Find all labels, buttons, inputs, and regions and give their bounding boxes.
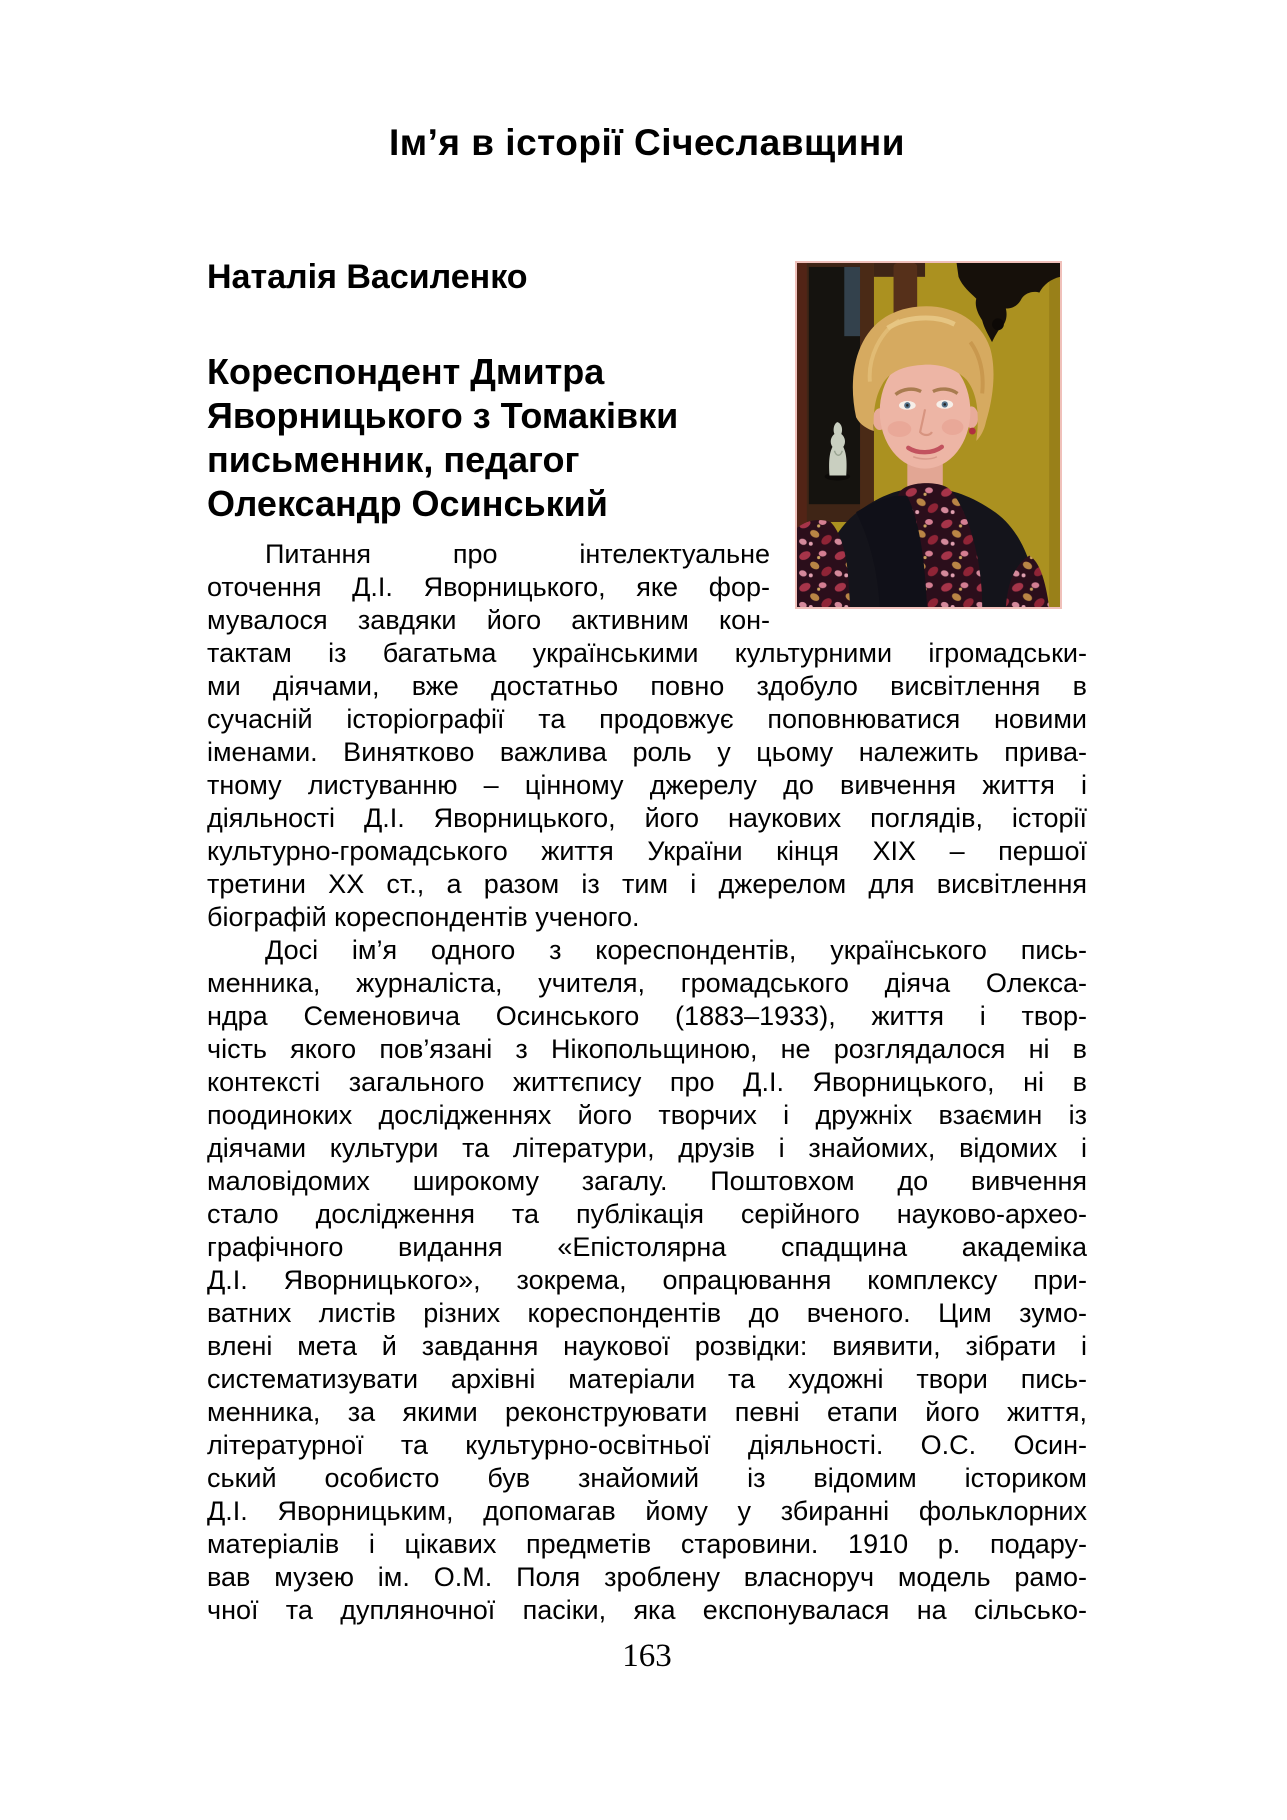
text-line: систематизувати архівні матеріали та художні твори пись- <box>207 1364 1087 1394</box>
text-line: чної та дупляночної пасіки, яка експонувалася на сільсько- <box>207 1595 1087 1625</box>
text-line: Д.І. Яворницьким, допомагав йому у збиранні фольклорних <box>207 1496 1087 1526</box>
text-line: контексті загального життєпису про Д.І. Яворницького, ні в <box>207 1067 1087 1097</box>
text-line: ми діячами, вже достатньо повно здобуло висвітлення в <box>207 671 1087 701</box>
text-line: вав музею ім. О.М. Поля зроблену власноруч модель рамо- <box>207 1562 1087 1592</box>
text-line: ндра Семеновича Осинського (1883–1933), життя і твор- <box>207 1001 1087 1031</box>
text-line: ватних листів різних кореспондентів до вченого. Цим зумо- <box>207 1298 1087 1328</box>
text-line: менника, журналіста, учителя, громадського діяча Олекса- <box>207 968 1087 998</box>
text-line: діяльності Д.І. Яворницького, його наукових поглядів, історії <box>207 803 1087 833</box>
text-line: матеріалів і цікавих предметів старовини. 1910 р. подару- <box>207 1529 1087 1559</box>
text-line: тактам із багатьма українськими культурними ігромадськи- <box>207 638 1087 668</box>
page-title: Ім’я в історії Січеславщини <box>388 122 906 163</box>
text-line: стало дослідження та публікація серійного науково-архео- <box>207 1199 1087 1229</box>
text-line: менника, за якими реконструювати певні етапи його життя, <box>207 1397 1087 1427</box>
heading-line: Олександр Осинський <box>207 483 608 524</box>
text-line: літературної та культурно-освітньої діяльності. О.С. Осин- <box>207 1430 1087 1460</box>
text-line: поодиноких дослідженнях його творчих і дружніх взаємин із <box>207 1100 1087 1130</box>
article-body <box>207 538 1087 1627</box>
text-line: маловідомих широкому загалу. Поштовхом до вивчення <box>207 1166 1087 1196</box>
text-line: тному листуванню – цінному джерелу до вивчення життя і <box>207 770 1087 800</box>
text-line: культурно-громадського життя України кінця XIX – першої <box>207 836 1087 866</box>
text-line: мувалося завдяки його активним кон- <box>207 605 770 635</box>
text-line: графічного видання «Епістолярна спадщина академіка <box>207 1232 1087 1262</box>
text-line: влені мета й завдання наукової розвідки: виявити, зібрати і <box>207 1331 1087 1361</box>
article-heading <box>207 350 807 526</box>
text-line: оточення Д.І. Яворницького, яке фор- <box>207 572 770 602</box>
heading-line: письменник, педагог <box>207 439 580 480</box>
text-line: Питання про інтелектуальне <box>265 539 770 569</box>
page-number: 163 <box>622 1638 672 1674</box>
heading-line: Яворницького з Томаківки <box>207 395 679 436</box>
text-line: третини XX ст., а разом із тим і джерелом для висвітлення <box>207 869 1087 899</box>
text-line: ський особисто був знайомий із відомим істориком <box>207 1463 1087 1493</box>
text-line: чість якого пов’язані з Нікопольщиною, не розглядалося ні в <box>207 1034 1087 1064</box>
text-line: Досі ім’я одного з кореспондентів, українського пись- <box>265 935 1087 965</box>
heading-line: Кореспондент Дмитра <box>207 351 605 392</box>
earring <box>969 428 976 435</box>
paragraph-1 <box>207 538 1087 934</box>
text-line: іменами. Винятково важлива роль у цьому належить прива- <box>207 737 1087 767</box>
text-line: сучасній історіографії та продовжує поповнюватися новими <box>207 704 1087 734</box>
paragraph-2 <box>207 934 1087 1627</box>
text-line: Д.І. Яворницького», зокрема, опрацювання комплексу при- <box>207 1265 1087 1295</box>
text-line: діячами культури та літератури, друзів і знайомих, відомих і <box>207 1133 1087 1163</box>
text-line: біографій кореспондентів ученого. <box>207 902 640 932</box>
author-name: Наталія Василенко <box>207 258 528 296</box>
